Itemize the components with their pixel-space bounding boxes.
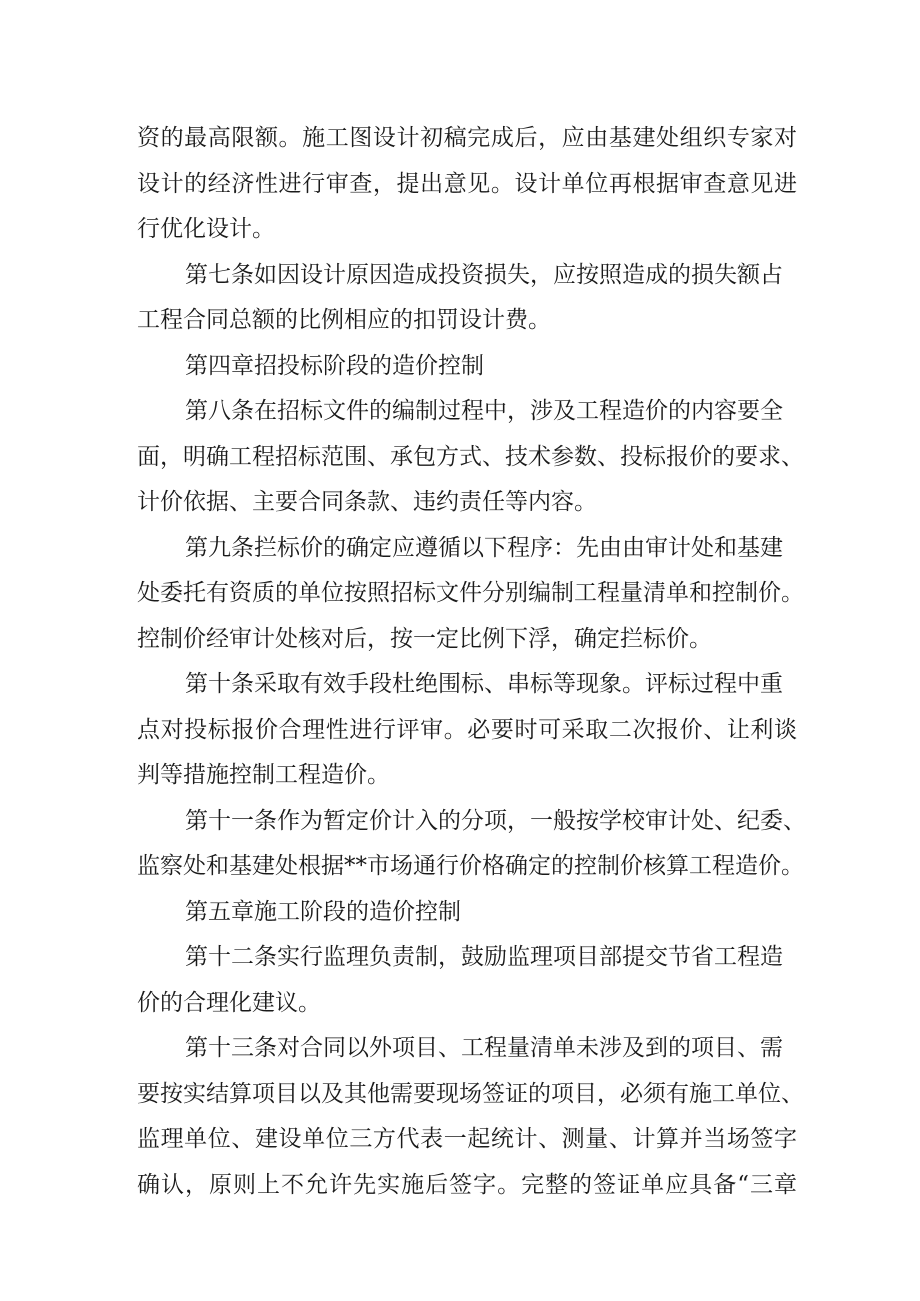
text-line: 控制价经审计处核对后，按一定比例下浮，确定拦标价。 xyxy=(137,625,712,652)
text-line: 第七条如因设计原因造成投资损失，应按照造成的损失额占 xyxy=(185,261,783,288)
text-line: 第九条拦标价的确定应遵循以下程序：先由由审计处和基建 xyxy=(185,534,783,561)
text-line: 工程合同总额的比例相应的扣罚设计费。 xyxy=(137,307,551,333)
text-line: 监察处和基建处根据**市场通行价格确定的控制价核算工程造价。 xyxy=(137,853,804,879)
chapter-heading: 第五章施工阶段的造价控制 xyxy=(185,898,461,925)
document-body xyxy=(137,116,806,1208)
text-line: 第十二条实行监理负责制，鼓励监理项目部提交节省工程造 xyxy=(185,944,783,970)
text-line: 第十条采取有效手段杜绝围标、串标等现象。评标过程中重 xyxy=(185,671,783,697)
text-line: 第十三条对合同以外项目、工程量清单未涉及到的项目、需 xyxy=(185,1035,783,1061)
text-line: 行优化设计。 xyxy=(137,216,275,242)
text-line: 第十一条作为暂定价计入的分项，一般按学校审计处、纪委、 xyxy=(185,807,806,834)
text-line: 资的最高限额。施工图设计初稿完成后，应由基建处组织专家对 xyxy=(137,125,797,151)
text-line: 判等措施控制工程造价。 xyxy=(137,762,390,788)
text-line: 确认，原则上不允许先实施后签字。完整的签证单应具备“三章 xyxy=(137,1171,797,1198)
text-line: 监理单位、建设单位三方代表一起统计、测量、计算并当场签字 xyxy=(137,1126,797,1152)
text-line: 第八条在招标文件的编制过程中，涉及工程造价的内容要全 xyxy=(185,398,783,424)
text-line: 计价依据、主要合同条款、违约责任等内容。 xyxy=(137,489,597,515)
text-line: 处委托有资质的单位按照招标文件分别编制工程量清单和控制价。 xyxy=(137,580,804,606)
text-line: 要按实结算项目以及其他需要现场签证的项目，必须有施工单位、 xyxy=(137,1080,804,1107)
text-line: 设计的经济性进行审查，提出意见。设计单位再根据审查意见进 xyxy=(137,170,797,197)
text-line: 面，明确工程招标范围、承包方式、技术参数、投标报价的要求、 xyxy=(137,443,804,470)
text-line: 价的合理化建议。 xyxy=(137,989,321,1016)
text-line: 点对投标报价合理性进行评审。必要时可采取二次报价、让利谈 xyxy=(137,716,797,743)
chapter-heading: 第四章招投标阶段的造价控制 xyxy=(185,352,484,379)
